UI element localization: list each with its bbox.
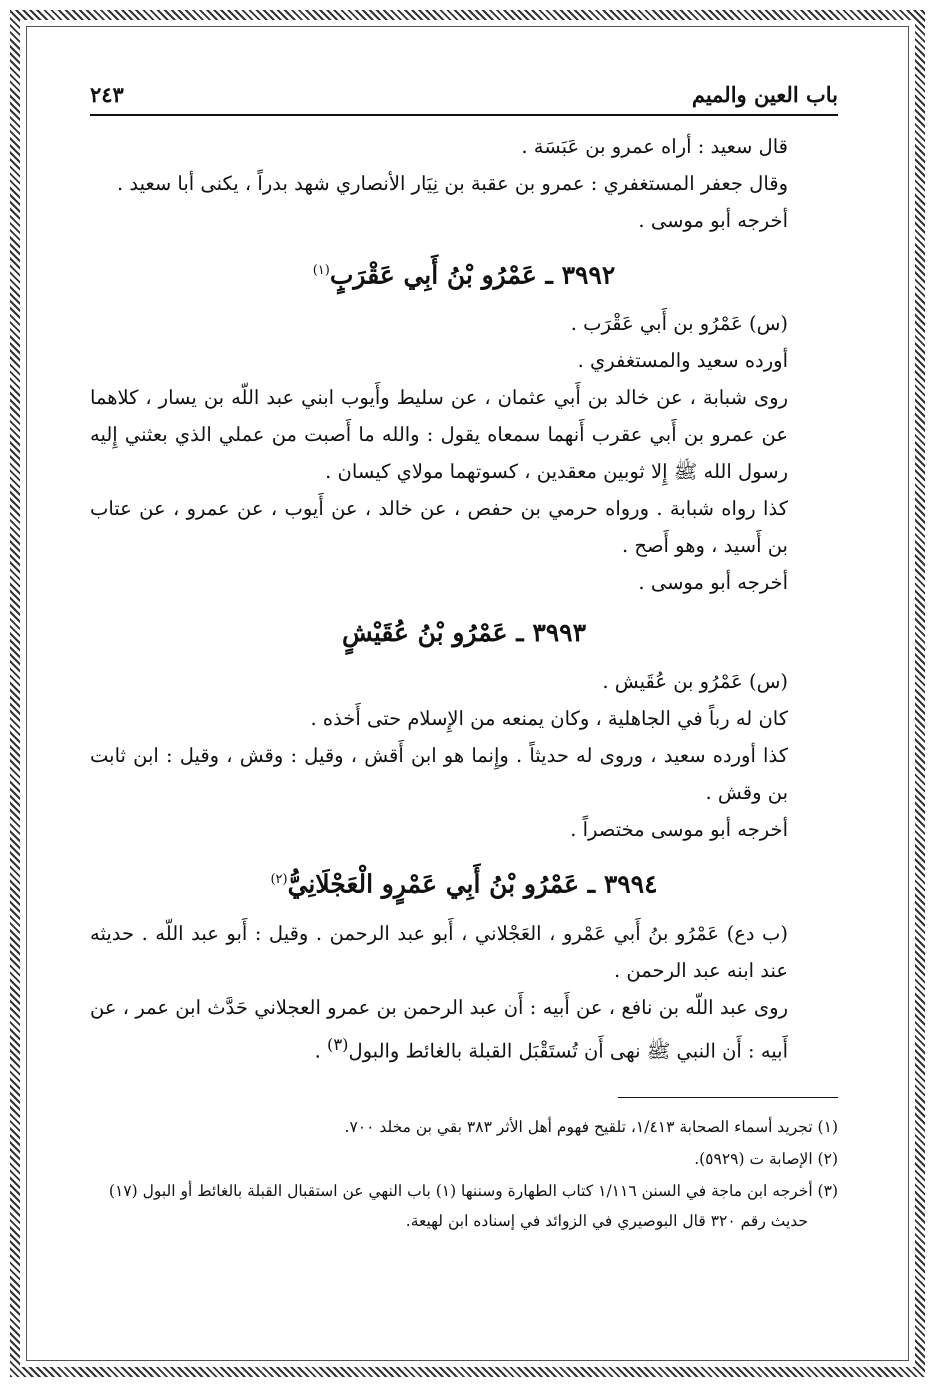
- paragraph: روى شبابة ، عن خالد بن أَبي عثمان ، عن سليط وأَيوب ابني عبد اللّه بن يسار ، كلاهما عن عمرو بن أَبي عقرب أَنهما سمعاه يقول : والله ما أَصبت من عملي الذي بعثني إِليه رسول الله ﷺ إِلا ثوبين معقدين ، كسوتهما مولاي كيسان .: [90, 386, 788, 484]
- entry-heading: [90, 247, 838, 299]
- paragraph-text: روى عبد اللّه بن نافع ، عن أَبيه : أَن عبد الرحمن بن عمرو العجلاني حَدَّث ابن عمر ، عن أَبيه : أَن النبي ﷺ نهى أَن تُستَقْبَل القبلة بالغائط والبول: [90, 995, 788, 1063]
- footnote-ref: (٣): [327, 1034, 349, 1054]
- paragraph: (ب دع) عَمْرُو بنُ أَبي عَمْرو ، العَجْلاني ، أَبو عبد الرحمن . وقيل : أَبو عبد اللّه . حديثه عند ابنه عبد الرحمن .: [90, 921, 788, 982]
- paragraph: أخرجه أبو موسى .: [638, 209, 788, 232]
- paragraph: كان له رباً في الجاهلية ، وكان يمنعه من الإِسلام حتى أَخذه .: [310, 707, 788, 731]
- paragraph: كذا رواه شبابة . ورواه حرمي بن حفص ، عن خالد ، عن أَيوب ، عن عمرو ، عن عتاب بن أَسيد ، وهو أَصح .: [90, 497, 788, 558]
- book-page: [90, 82, 838, 1238]
- paragraph: (س) عَمْرُو بن عُقَيش .: [602, 670, 788, 694]
- paragraph: كذا أورده سعيد ، وروى له حديثاً . وإِنما هو ابن أَقش ، وقيل : وقش ، وقيل : ابن ثابت بن وقش .: [90, 744, 788, 805]
- paragraph-end: .: [314, 1039, 328, 1063]
- running-header: [90, 82, 838, 110]
- footnote: (٣) أخرجه ابن ماجة في السنن ١/١١٦ كتاب الطهارة وسننها (١) باب النهي عن استقبال القبلة بالغائط أو البول (١٧) حديث رقم ٣٢٠ قال البوصيري في الزوائد في إسناده ابن لهيعة.: [108, 1182, 838, 1231]
- footnote: (٢) الإصابة ت (٥٩٢٩).: [694, 1150, 838, 1169]
- paragraph: قال سعيد : أراه عمرو بن عَبَسَة .: [521, 135, 788, 158]
- entry-heading-text: ٣٩٩٢ ـ عَمْرُو بْنُ أَبِي عَقْرَبٍ: [329, 260, 616, 290]
- main-text: [90, 128, 838, 1069]
- paragraph: أخرجه أبو موسى مختصراً .: [570, 818, 788, 842]
- paragraph: وقال جعفر المستغفري : عمرو بن عقبة بن نِيَار الأنصاري شهد بدراً ، يكنى أبا سعيد .: [116, 172, 788, 195]
- entry-heading: [90, 856, 838, 908]
- paragraph: أخرجه أبو موسى .: [638, 571, 788, 595]
- footnote-ref: (٢): [270, 872, 288, 888]
- footnotes: [90, 1112, 838, 1236]
- entry-heading-text: ٣٩٩٤ ـ عَمْرُو بْنُ أَبِي عَمْرٍو الْعَجْلَانِيُّ: [287, 869, 658, 899]
- paragraph: أورده سعيد والمستغفري .: [577, 349, 788, 373]
- footnote-ref: (١): [312, 263, 330, 278]
- paragraph: [90, 989, 838, 1070]
- footnote: (١) تجريد أسماء الصحابة ١/٤١٣، تلقيح فهوم أهل الأثر ٣٨٣ بقي بن مخلد ٧٠٠.: [344, 1118, 838, 1137]
- entry-heading-text: ٣٩٩٣ ـ عَمْرُو بْنُ عُقَيْشٍ: [341, 618, 587, 648]
- page-number: ٢٤٣: [90, 82, 124, 107]
- paragraph: (س) عَمْرُو بن أَبي عَقْرَب .: [570, 312, 788, 336]
- footnote-separator: [618, 1097, 838, 1098]
- header-rule: [90, 114, 838, 116]
- entry-heading: [90, 609, 838, 657]
- chapter-title: باب العين والميم: [691, 82, 838, 107]
